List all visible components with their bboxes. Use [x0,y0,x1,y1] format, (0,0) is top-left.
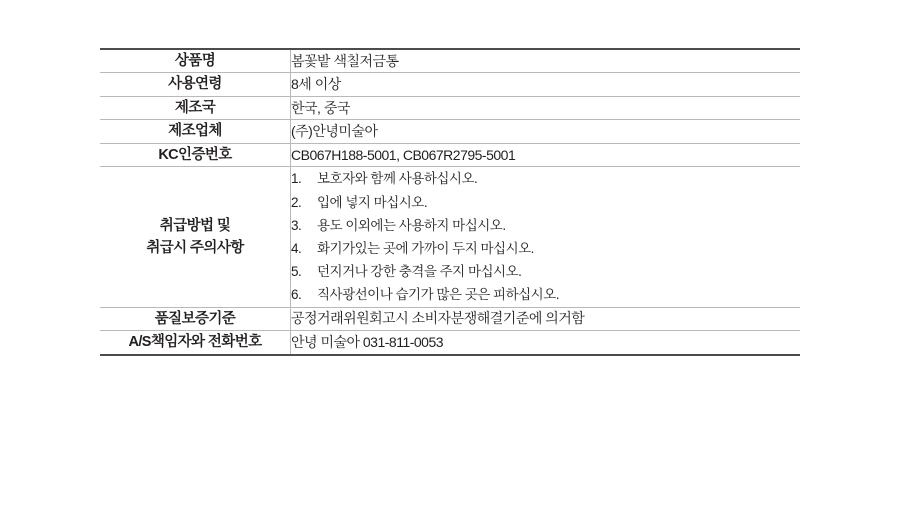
row-label-product-name: 상품명 [100,49,291,73]
row-label-kc-number: KC인증번호 [100,143,291,166]
row-label-country: 제조국 [100,96,291,119]
row-label-handling-lines [100,215,290,260]
row-label-handling-line1: 취급방법 및 [159,217,231,234]
table-row [100,120,800,143]
row-value-product-name: 봄꽃밭 색칠저금통 [291,49,801,73]
table-row [100,307,800,330]
row-label-quality-warranty: 품질보증기준 [100,307,291,330]
table-row [100,49,800,73]
caution-item: 용도 이외에는 사용하지 마십시오. [317,217,506,233]
caution-item: 입에 넣지 마십시오. [317,194,428,210]
caution-item: 직사광선이나 습기가 많은 곳은 피하십시오. [317,287,559,303]
table-row [100,96,800,119]
table-body [100,49,800,355]
table-row [100,331,800,355]
row-value-manufacturer: (주)안녕미술아 [291,120,801,143]
row-value-quality-warranty: 공정거래위원회고시 소비자분쟁해결기준에 의거함 [291,307,801,330]
row-value-age: 8세 이상 [291,73,801,96]
row-label-manufacturer: 제조업체 [100,120,291,143]
row-value-as-contact: 안녕 미술아 031-811-0053 [291,331,801,355]
caution-item: 화기가있는 곳에 가까이 두지 마십시오. [317,241,534,256]
caution-item: 던지거나 강한 충격을 주지 마십시오. [317,264,522,280]
table-row-cautions [100,167,800,307]
row-label-as-contact: A/S책임자와 전화번호 [100,331,291,355]
row-label-handling [100,167,291,307]
row-value-country: 한국, 중국 [291,96,801,119]
table-row [100,143,800,166]
row-value-handling [291,167,801,307]
caution-item: 보호자와 함께 사용하십시오. [317,171,478,187]
product-spec-table [100,48,800,356]
product-spec-sheet [100,48,800,356]
row-label-handling-line2: 취급시 주의사항 [146,240,244,256]
row-value-kc-number: CB067H188-5001, CB067R2795-5001 [291,143,801,166]
caution-list [291,167,800,306]
row-label-age: 사용연령 [100,73,291,96]
table-row [100,73,800,96]
